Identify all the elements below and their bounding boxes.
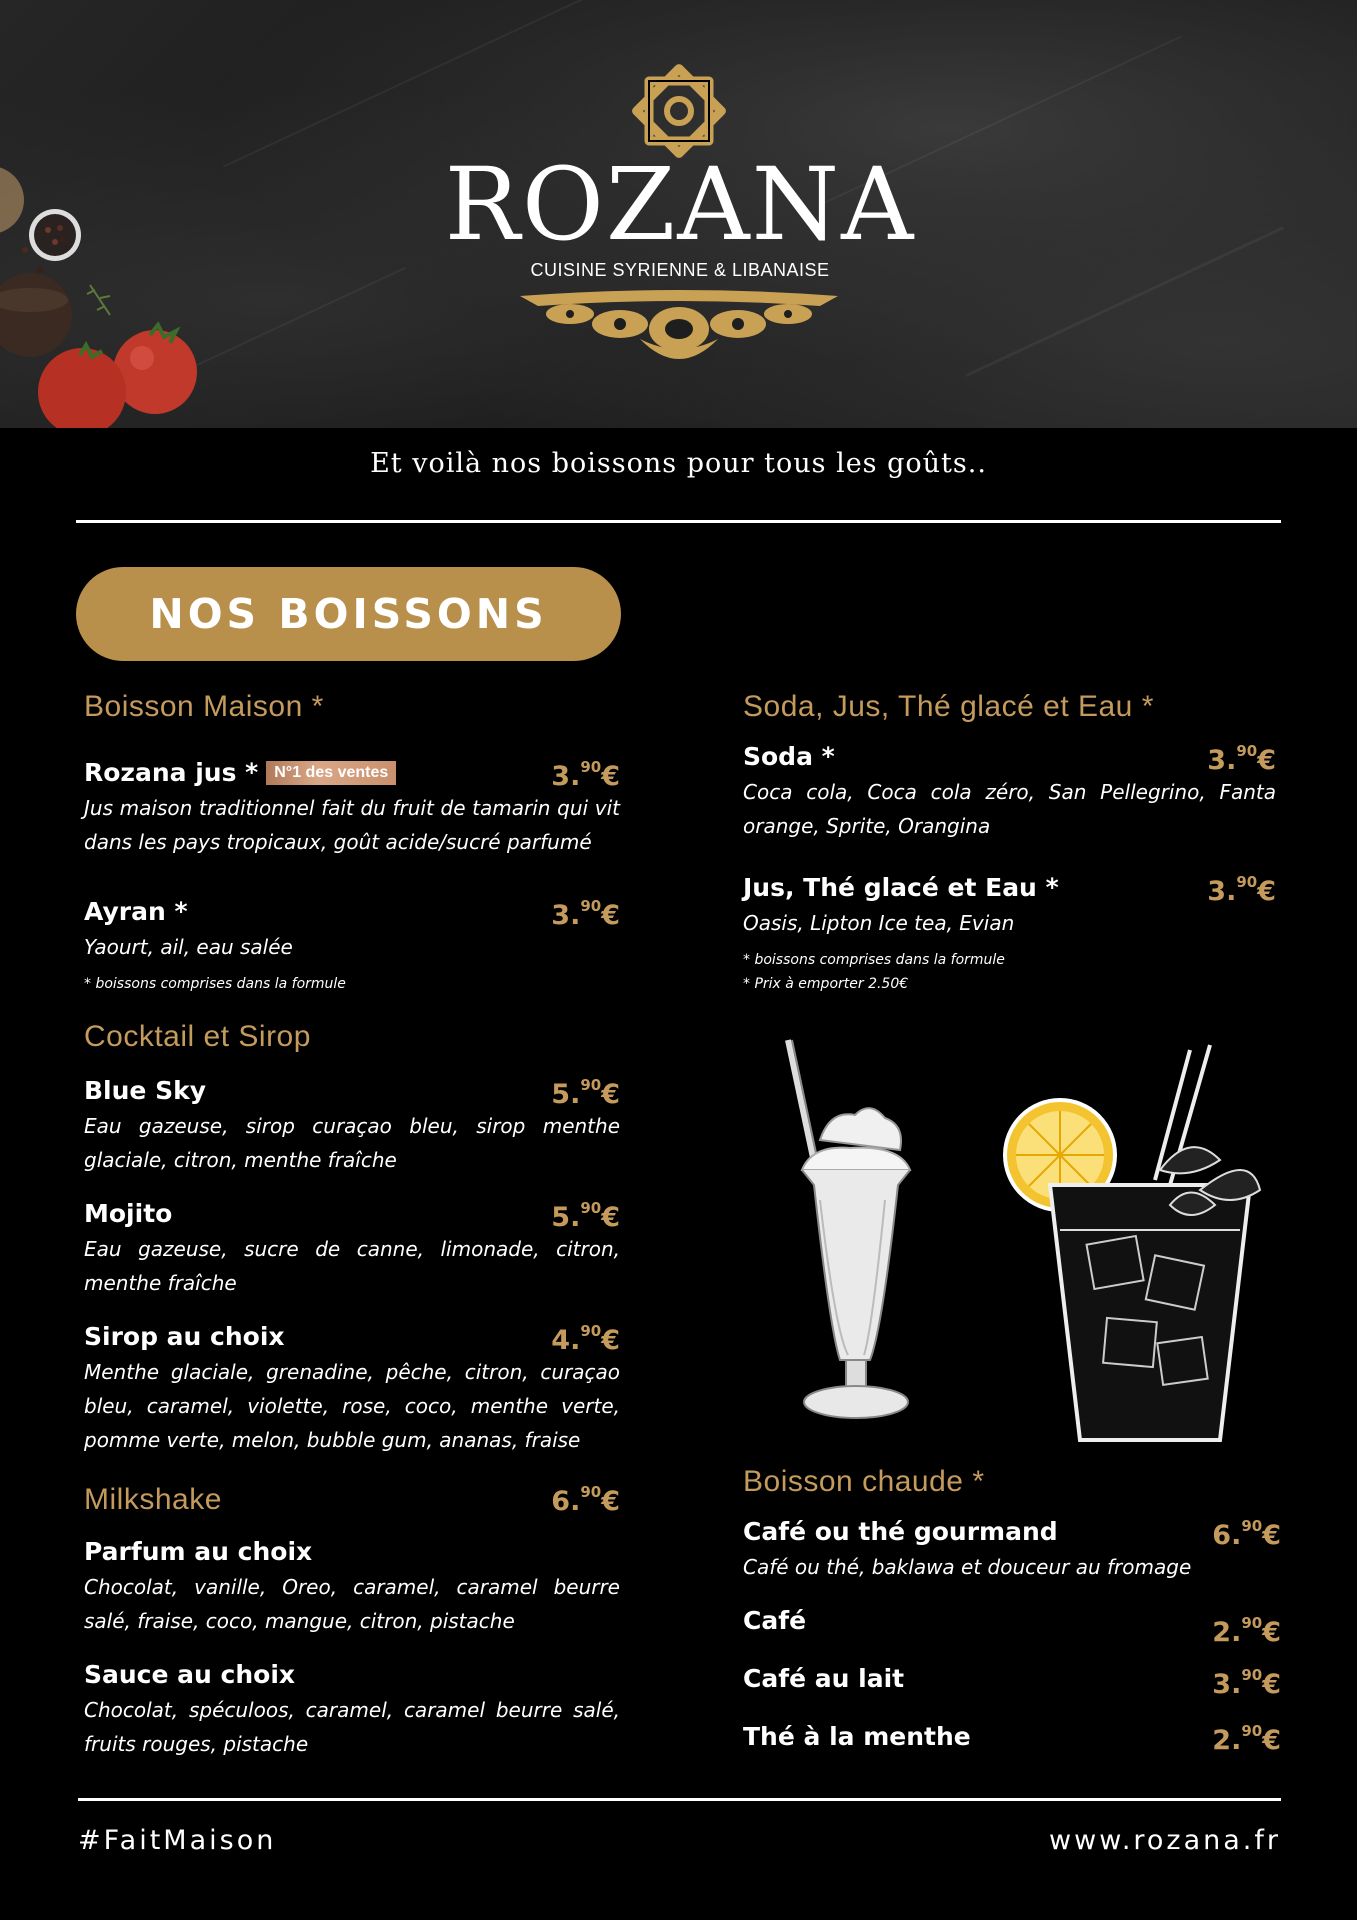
- item-name: Sirop au choix: [84, 1322, 285, 1351]
- item-name: Jus, Thé glacé et Eau *: [743, 873, 1059, 902]
- footnote: * boissons comprises dans la formule: [743, 952, 1005, 968]
- item-name: Soda *: [743, 742, 835, 771]
- menu-item: [84, 1537, 620, 1638]
- category-title: Soda, Jus, Thé glacé et Eau *: [743, 690, 1154, 723]
- category-title: Boisson chaude *: [743, 1465, 985, 1498]
- bottom-divider: [78, 1798, 1281, 1801]
- category-title: Milkshake: [84, 1483, 222, 1516]
- item-name: Rozana jus *: [84, 758, 259, 787]
- milkshake-illustration: [788, 1040, 910, 1418]
- item-name: Mojito: [84, 1199, 173, 1228]
- item-name: Ayran *: [84, 897, 188, 926]
- item-description: Coca cola, Coca cola zéro, San Pellegrino, Fanta orange, Sprite, Orangina: [743, 780, 1276, 838]
- item-description: Café ou thé, baklawa et douceur au fromage: [743, 1555, 1192, 1579]
- item-price: 2.90€: [1212, 1722, 1281, 1756]
- item-price: 3.90€: [1212, 1666, 1281, 1700]
- item-description: Oasis, Lipton Ice tea, Evian: [743, 911, 1015, 935]
- item-description: Chocolat, vanille, Oreo, caramel, caramel beurre salé, fraise, coco, mangue, citron, pistache: [84, 1575, 620, 1633]
- item-description: Eau gazeuse, sirop curaçao bleu, sirop menthe glaciale, citron, menthe fraîche: [84, 1114, 620, 1172]
- item-description: Chocolat, spéculoos, caramel, caramel beurre salé, fruits rouges, pistache: [84, 1698, 620, 1756]
- menu-item: [743, 1722, 1281, 1760]
- section-title: NOS BOISSONS: [76, 567, 621, 661]
- spices-tomatoes-illustration: [0, 150, 210, 428]
- item-description: Eau gazeuse, sucre de canne, limonade, citron, menthe fraîche: [84, 1237, 620, 1295]
- item-price: 3.90€: [1207, 873, 1276, 907]
- brand-name: ROZANA: [444, 146, 916, 263]
- website-link[interactable]: www.rozana.fr: [1049, 1825, 1281, 1856]
- intro-text: Et voilà nos boissons pour tous les goûts..: [370, 448, 987, 479]
- iced-drink-illustration: [1005, 1045, 1260, 1440]
- menu-item: [84, 758, 620, 859]
- item-price: 3.90€: [551, 758, 620, 792]
- hashtag: #FaitMaison: [78, 1825, 277, 1856]
- menu-item: [743, 742, 1276, 843]
- right-column-bottom: [743, 1465, 1281, 1760]
- footnote: * boissons comprises dans la formule: [84, 976, 346, 992]
- item-name: Thé à la menthe: [743, 1722, 971, 1751]
- item-description: Yaourt, ail, eau salée: [84, 935, 293, 959]
- item-name: Café ou thé gourmand: [743, 1517, 1058, 1546]
- top-divider: [76, 520, 1281, 523]
- bestseller-badge: N°1 des ventes: [266, 761, 396, 785]
- menu-item: [84, 1199, 620, 1300]
- item-description: Menthe glaciale, grenadine, pêche, citron, curaçao bleu, caramel, violette, rose, coco, menthe verte, pomme verte, melon, bubble gum, ananas, fraise: [84, 1360, 620, 1452]
- item-price: 5.90€: [551, 1076, 620, 1110]
- item-price: 3.90€: [551, 897, 620, 931]
- item-name: Café au lait: [743, 1664, 905, 1693]
- drinks-illustration: [760, 1030, 1280, 1450]
- header-banner: [0, 0, 1357, 428]
- logo-ornament-icon: [520, 284, 838, 374]
- item-price: 4.90€: [551, 1322, 620, 1356]
- item-name: Blue Sky: [84, 1076, 207, 1105]
- menu-item: [84, 1660, 620, 1761]
- item-description: Jus maison traditionnel fait du fruit de tamarin qui vit dans les pays tropicaux, goût acide/sucré parfumé: [84, 796, 620, 854]
- menu-item: [84, 1322, 620, 1457]
- item-price: 6.90€: [1212, 1517, 1281, 1551]
- item-price: 6.90€: [551, 1483, 620, 1517]
- item-name: Sauce au choix: [84, 1660, 296, 1689]
- menu-item: [743, 873, 1276, 940]
- item-price: 2.90€: [1212, 1614, 1281, 1648]
- item-price: 3.90€: [1207, 742, 1276, 776]
- category-title: Boisson Maison *: [84, 690, 324, 723]
- footnote: * Prix à emporter 2.50€: [743, 976, 909, 992]
- brand-tagline: CUISINE SYRIENNE & LIBANAISE: [530, 260, 830, 280]
- item-name: Parfum au choix: [84, 1537, 313, 1566]
- menu-item: [743, 1606, 1281, 1648]
- item-name: Café: [743, 1606, 807, 1635]
- menu-item: [84, 1483, 620, 1517]
- item-price: 5.90€: [551, 1199, 620, 1233]
- menu-item: [743, 1664, 1281, 1702]
- left-column: [84, 690, 620, 1761]
- menu-item: [84, 1076, 620, 1177]
- menu-item: [743, 1517, 1281, 1584]
- category-title: Cocktail et Sirop: [84, 1020, 311, 1053]
- menu-item: [84, 897, 620, 964]
- right-column-top: [743, 690, 1276, 996]
